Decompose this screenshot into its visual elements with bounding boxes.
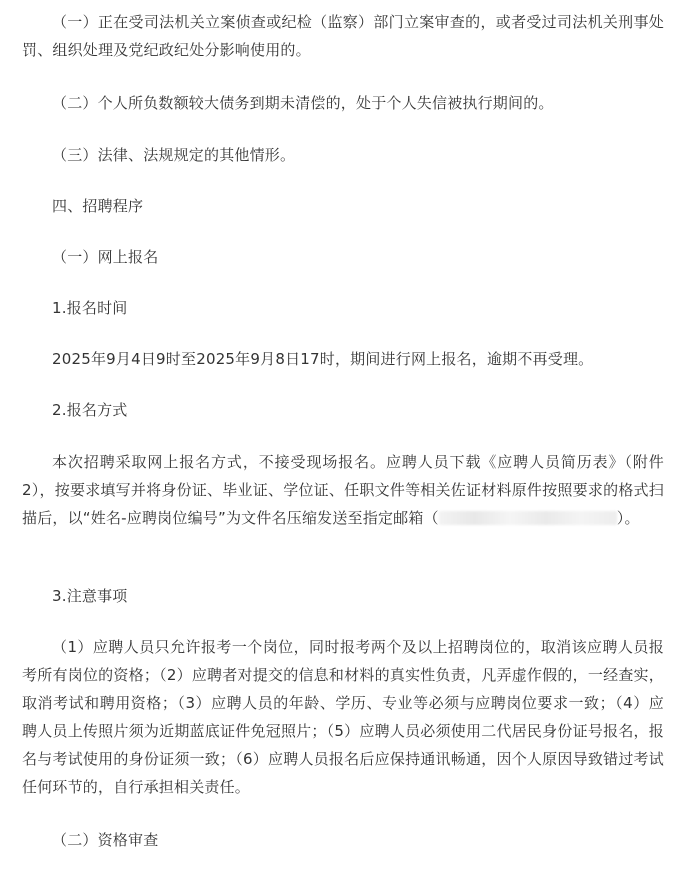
redacted-email bbox=[439, 511, 617, 525]
notes-text: （1）应聘人员只允许报考一个岗位，同时报考两个及以上招聘岗位的，取消该应聘人员报考所有岗位的资格；（2）应聘者对提交的信息和材料的真实性负责，凡弄虚作假的，一经查实，取消考试和聘用资格；（3）应聘人员的年龄、学历、专业等必须与应聘岗位要求一致；（4）应聘人员上传照片须为近期蓝底证件免冠照片；（5）应聘人员必须使用二代居民身份证号报名，报名与考试使用的身份证须一致；（6）应聘人员报名后应保持通讯畅通，因个人原因导致错过考试任何环节的，自行承担相关责任。 bbox=[22, 638, 664, 796]
item-heading-registration-time: 1.报名时间 bbox=[52, 299, 128, 317]
registration-method-text-end: ）。 bbox=[616, 509, 640, 527]
paragraph-exclusion-2: （二）个人所负数额较大债务到期未清偿的，处于个人失信被执行期间的。 bbox=[52, 94, 554, 112]
section-heading-procedure: 四、招聘程序 bbox=[52, 197, 144, 215]
item-heading-registration-method: 2.报名方式 bbox=[52, 401, 128, 419]
paragraph-exclusion-3: （三）法律、法规规定的其他情形。 bbox=[52, 146, 296, 164]
registration-method-text bbox=[22, 448, 664, 532]
subsection-heading-qualification-review: （二）资格审查 bbox=[52, 831, 159, 849]
registration-time-text: 2025年9月4日9时至2025年9月8日17时，期间进行网上报名，逾期不再受理。 bbox=[52, 350, 594, 368]
registration-method-text-main: 本次招聘采取网上报名方式，不接受现场报名。应聘人员下载《应聘人员简历表》（附件2），按要求填写并将身份证、毕业证、学位证、任职文件等相关佐证材料原件按照要求的格式扫描后，以“姓名-应聘岗位编号”为文件名压缩发送至指定邮箱（ bbox=[22, 453, 664, 527]
item-heading-notes: 3.注意事项 bbox=[52, 587, 128, 605]
subsection-heading-online-registration: （一）网上报名 bbox=[52, 248, 159, 266]
paragraph-exclusion-1: （一）正在受司法机关立案侦查或纪检（监察）部门立案审查的，或者受过司法机关刑事处罚、组织处理及党纪政纪处分影响使用的。 bbox=[22, 13, 664, 59]
